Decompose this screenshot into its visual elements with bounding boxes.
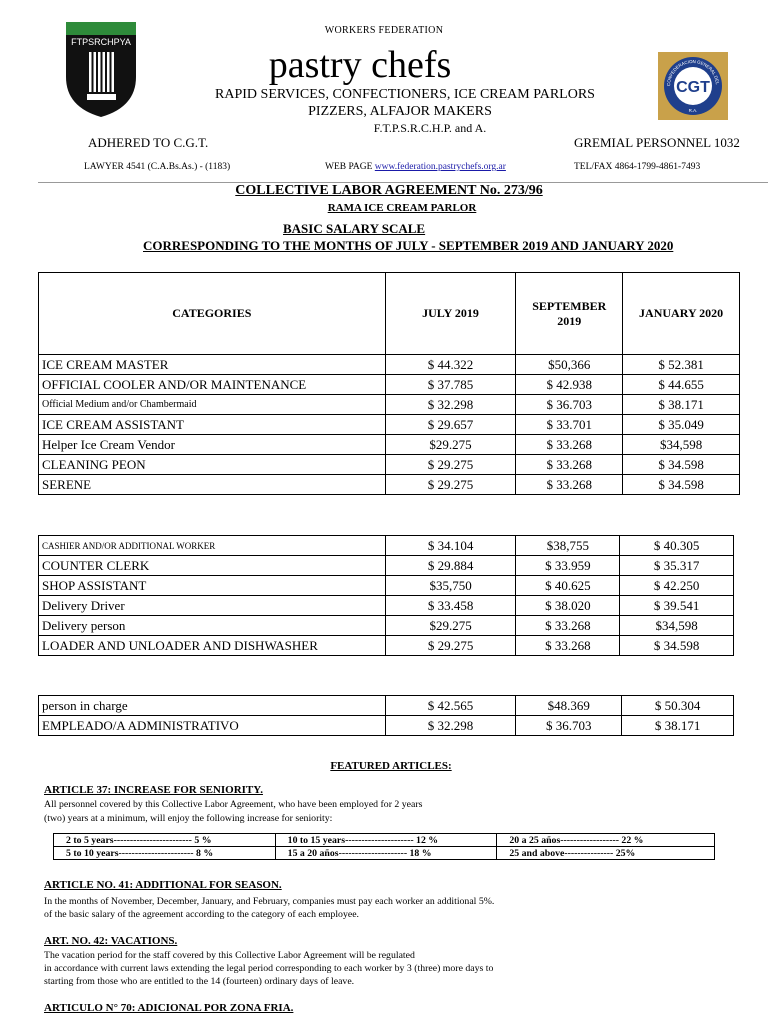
basic-salary-scale: BASIC SALARY SCALE [283,221,426,236]
header-july: JULY 2019 [385,273,516,355]
september-cell: $ 38.020 [516,596,620,616]
salary-table-3 [38,695,734,736]
july-cell: $ 32.298 [385,716,516,736]
july-cell: $ 29.275 [385,475,516,495]
header-september-2: 2019 [557,313,582,328]
january-cell: $ 42.250 [620,576,734,596]
january-cell: $ 44.655 [623,375,740,395]
table-row [39,636,734,656]
agreement-title: COLLECTIVE LABOR AGREEMENT No. 273/96 [235,183,543,198]
table-row [39,375,740,395]
category-cell: OFFICIAL COOLER AND/OR MAINTENANCE [39,375,386,395]
july-cell: $29.275 [385,616,516,636]
table-header-row [39,273,740,355]
category-cell: Helper Ice Cream Vendor [39,435,386,455]
logo-right-letters: CGT [676,79,710,96]
gremial-label: GREMIAL PERSONNEL 1032 [574,135,740,150]
seniority-row [54,847,715,860]
table-row [39,696,734,716]
september-cell: $ 33.268 [516,475,623,495]
logo-left-text: FTPSRCHPYA [71,37,131,47]
january-cell: $ 34.598 [620,636,734,656]
september-cell: $ 40.625 [516,576,620,596]
article-41-line-1: In the months of November, December, January, and February, companies must pay each worker an additional 5%. [44,896,495,907]
category-cell: ICE CREAM MASTER [39,355,386,375]
article-37-line-1: All personnel covered by this Collective Labor Agreement, who have been employed for 2 years [44,799,423,810]
january-cell: $ 50.304 [622,696,734,716]
document-title: pastry chefs [268,44,452,86]
september-cell: $ 33.959 [516,556,620,576]
web-page [325,162,506,172]
july-cell: $ 29.884 [385,556,516,576]
adhered-label: ADHERED TO C.G.T. [88,135,209,150]
federation-label: WORKERS FEDERATION [324,25,444,36]
table-row [39,415,740,435]
article-70-title: ARTICULO N° 70: ADICIONAL POR ZONA FRIA. [44,1002,294,1014]
lawyer-label: LAWYER 4541 (C.A.Bs.As.) - (1183) [84,162,231,172]
january-cell: $34,598 [620,616,734,636]
september-cell: $ 36.703 [516,395,623,415]
january-cell: $ 38.171 [622,716,734,736]
tel-fax-label: TEL/FAX 4864-1799-4861-7493 [574,162,701,172]
table-row [39,716,734,736]
seniority-cell: 5 to 10 years----------------------- 8 % [54,847,276,860]
january-cell: $ 38.171 [623,395,740,415]
january-cell: $ 34.598 [623,455,740,475]
subtitle-line-3: F.T.P.S.R.C.H.P. and A. [373,121,487,135]
article-37-line-2: (two) years at a minimum, will enjoy the following increase for seniority: [44,813,333,824]
agreement-rama: RAMA ICE CREAM PARLOR [327,202,477,214]
category-cell: EMPLEADO/A ADMINISTRATIVO [39,716,386,736]
category-cell: person in charge [39,696,386,716]
logo-right-text: CONFEDERACION GENERAL DEL [665,58,720,87]
subtitle-line-2: PIZZERS, ALFAJOR MAKERS [308,104,492,119]
table-row [39,536,734,556]
table-row [39,596,734,616]
september-cell: $38,755 [516,536,620,556]
july-cell: $ 32.298 [385,395,516,415]
featured-articles-heading: FEATURED ARTICLES: [330,760,452,772]
category-cell: Delivery person [39,616,386,636]
article-42-title: ART. NO. 42: VACATIONS. [44,935,178,947]
table-row [39,455,740,475]
category-cell: Official Medium and/or Chambermaid [39,395,386,415]
header-september-1: SEPTEMBER [532,298,607,313]
seniority-cell: 15 a 20 años--------------------- 18 % [275,847,497,860]
category-cell: LOADER AND UNLOADER AND DISHWASHER [39,636,386,656]
table-row [39,435,740,455]
table-row [39,355,740,375]
july-cell: $ 34.104 [385,536,516,556]
july-cell: $ 33.458 [385,596,516,616]
september-cell: $50,366 [516,355,623,375]
july-cell: $ 29.275 [385,636,516,656]
article-42-line-2: in accordance with current laws extending the legal period corresponding to each worker by 3 (three) more days to [44,963,494,974]
seniority-cell: 20 a 25 años------------------ 22 % [497,834,715,847]
seniority-cell: 2 to 5 years------------------------ 5 % [54,834,276,847]
january-cell: $ 35.049 [623,415,740,435]
header-categories: CATEGORIES [39,273,386,355]
september-cell: $ 33.268 [516,636,620,656]
web-page-link[interactable]: www.federation.pastrychefs.org.ar [374,162,506,172]
article-41-title: ARTICLE NO. 41: ADDITIONAL FOR SEASON. [44,879,282,891]
category-cell: SERENE [39,475,386,495]
january-cell: $ 39.541 [620,596,734,616]
web-page-label: WEB PAGE [325,162,373,172]
article-42-line-3: starting from those who are entitled to the 14 (fourteen) ordinary days of leave. [44,976,355,987]
header-january: JANUARY 2020 [623,273,740,355]
seniority-table [53,833,715,860]
subtitle-line-1: RAPID SERVICES, CONFECTIONERS, ICE CREAM PARLORS [215,87,595,102]
category-cell: CLEANING PEON [39,455,386,475]
header-september [516,273,623,355]
september-cell: $ 42.938 [516,375,623,395]
table-row [39,395,740,415]
category-cell: COUNTER CLERK [39,556,386,576]
seniority-cell: 10 to 15 years--------------------- 12 % [275,834,497,847]
july-cell: $ 44.322 [385,355,516,375]
september-cell: $ 33.701 [516,415,623,435]
category-cell: ICE CREAM ASSISTANT [39,415,386,435]
salary-table-1 [38,272,740,495]
category-cell: CASHIER AND/OR ADDITIONAL WORKER [39,536,386,556]
logo-right-country: R.A. [688,108,698,113]
period-label: CORRESPONDING TO THE MONTHS OF JULY - SEPTEMBER 2019 AND JANUARY 2020 [143,238,674,253]
table-row [39,556,734,576]
january-cell: $ 52.381 [623,355,740,375]
seniority-row [54,834,715,847]
january-cell: $34,598 [623,435,740,455]
july-cell: $29.275 [385,435,516,455]
july-cell: $35,750 [385,576,516,596]
july-cell: $ 29.657 [385,415,516,435]
salary-table-2 [38,535,734,656]
january-cell: $ 35.317 [620,556,734,576]
article-37-title: ARTICLE 37: INCREASE FOR SENIORITY. [44,784,263,796]
table-row [39,475,740,495]
category-cell: Delivery Driver [39,596,386,616]
july-cell: $ 42.565 [385,696,516,716]
article-41-line-2: of the basic salary of the agreement according to the category of each employee. [44,909,359,920]
article-42-line-1: The vacation period for the staff covered by this Collective Labor Agreement will be regulated [44,950,415,961]
seniority-cell: 25 and above--------------- 25% [497,847,715,860]
july-cell: $ 37.785 [385,375,516,395]
table-row [39,576,734,596]
september-cell: $ 36.703 [516,716,622,736]
september-cell: $ 33.268 [516,616,620,636]
january-cell: $ 40.305 [620,536,734,556]
category-cell: SHOP ASSISTANT [39,576,386,596]
january-cell: $ 34.598 [623,475,740,495]
july-cell: $ 29.275 [385,455,516,475]
september-cell: $ 33.268 [516,435,623,455]
table-row [39,616,734,636]
september-cell: $ 33.268 [516,455,623,475]
september-cell: $48.369 [516,696,622,716]
